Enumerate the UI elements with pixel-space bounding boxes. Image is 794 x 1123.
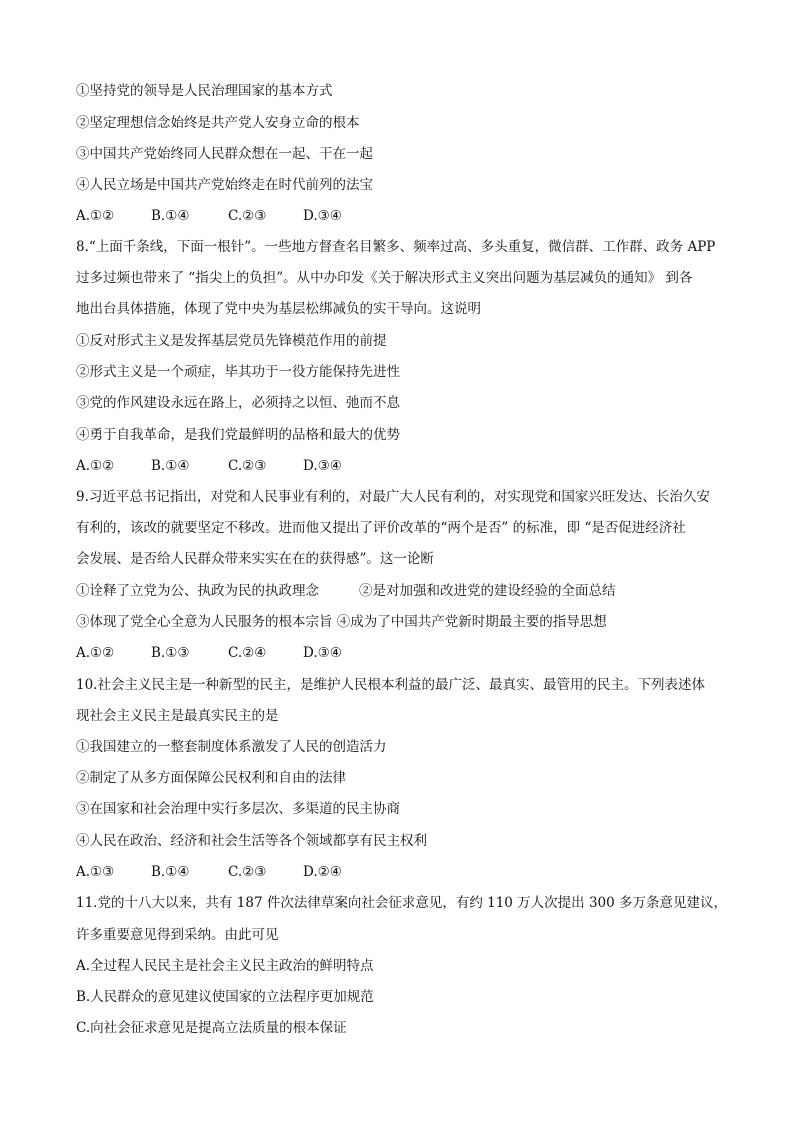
q8-statement-1: ①反对形式主义是发挥基层党员先锋模范作用的前提 xyxy=(76,333,387,349)
q11-option-a: A.全过程人民民主是社会主义民主政治的鲜明特点 xyxy=(76,958,374,974)
q10-stem-line-2: 现社会主义民主是最真实民主的是 xyxy=(76,708,279,724)
q10-statement-1: ①我国建立的一整套制度体系激发了人民的创造活力 xyxy=(76,739,387,755)
q7-statement-4: ④人民立场是中国共产党始终走在时代前列的法宝 xyxy=(76,177,373,193)
q9-stem-line-1: 9.习近平总书记指出，对党和人民事业有利的，对最广大人民有利的，对实现党和国家兴旺发达、长治久安 xyxy=(76,489,710,505)
q9-answer-d: D.③④ xyxy=(303,645,342,661)
q8-statement-2: ②形式主义是一个顽症，毕其功于一役方能保持先进性 xyxy=(76,364,400,380)
q8-statement-4: ④勇于自我革命，是我们党最鲜明的品格和最大的优势 xyxy=(76,427,400,443)
q8-answer-b: B.①④ xyxy=(151,458,190,474)
q10-statement-3: ③在国家和社会治理中实行多层次、多渠道的民主协商 xyxy=(76,801,400,817)
q8-answer-d: D.③④ xyxy=(303,458,342,474)
q7-answer-a: A.①② xyxy=(76,208,115,224)
q9-stem-line-3: 会发展、是否给人民群众带来实实在在的获得感”。这一论断 xyxy=(76,551,434,567)
q10-answer-a: A.①③ xyxy=(76,864,115,880)
q11-stem-line-2: 许多重要意见得到采纳。由此可见 xyxy=(76,927,279,943)
q7-statement-2: ②坚定理想信念始终是共产党人安身立命的根本 xyxy=(76,115,360,131)
q8-stem-line-2: 过多过频也带来了 “指尖上的负担”。从中办印发《关于解决形式主义突出问题为基层减负的通知》 到各 xyxy=(76,270,693,286)
q10-answer-d: D.②④ xyxy=(303,864,342,880)
q10-statement-4: ④人民在政治、经济和社会生活等各个领域都享有民主权利 xyxy=(76,833,427,849)
q9-stem-line-2: 有利的，该改的就要坚定不移改。进而他又提出了评价改革的“两个是否” 的标准，即 “是否促进经济社 xyxy=(76,520,686,536)
q9-answer-a: A.①② xyxy=(76,645,115,661)
q10-answer-b: B.①④ xyxy=(151,864,190,880)
q7-answer-b: B.①④ xyxy=(151,208,190,224)
q9-statement-2: ②是对加强和改进党的建设经验的全面总结 xyxy=(359,583,616,599)
q7-statement-1: ①坚持党的领导是人民治理国家的基本方式 xyxy=(76,83,333,99)
q8-answer-c: C.②③ xyxy=(228,458,267,474)
q10-answer-c: C.②③ xyxy=(228,864,267,880)
q7-answer-c: C.②③ xyxy=(228,208,267,224)
q10-statement-2: ②制定了从多方面保障公民权利和自由的法律 xyxy=(76,770,346,786)
q9-answer-b: B.①③ xyxy=(151,645,190,661)
q8-stem-line-3: 地出台具体措施，体现了党中央为基层松绑减负的实干导向。这说明 xyxy=(76,301,481,317)
q7-answer-d: D.③④ xyxy=(303,208,342,224)
q7-statement-3: ③中国共产党始终同人民群众想在一起、干在一起 xyxy=(76,146,373,162)
q10-stem-line-1: 10.社会主义民主是一种新型的民主，是维护人民根本利益的最广泛、最真实、最管用的民主。下列表述体 xyxy=(76,677,705,693)
q8-stem-line-1: 8.“上面千条线，下面一根针”。一些地方督查名目繁多、频率过高、多头重复，微信群、工作群、政务 APP xyxy=(76,239,716,255)
q8-statement-3: ③党的作风建设永远在路上，必须持之以恒、弛而不息 xyxy=(76,395,400,411)
q9-statements-row-2: ③体现了党全心全意为人民服务的根本宗旨 ④成为了中国共产党新时期最主要的指导思想 xyxy=(76,614,607,630)
q9-statement-1: ①诠释了立党为公、执政为民的执政理念 xyxy=(76,583,319,599)
q11-stem-line-1: 11.党的十八大以来，共有 187 件次法律草案向社会征求意见，有约 110 万人次提出 300 多万条意见建议， xyxy=(76,895,728,911)
q11-option-b: B.人民群众的意见建议使国家的立法程序更加规范 xyxy=(76,989,374,1005)
q9-answer-c: C.②④ xyxy=(228,645,267,661)
q8-answer-a: A.①② xyxy=(76,458,115,474)
q11-option-c: C.向社会征求意见是提高立法质量的根本保证 xyxy=(76,1020,347,1036)
